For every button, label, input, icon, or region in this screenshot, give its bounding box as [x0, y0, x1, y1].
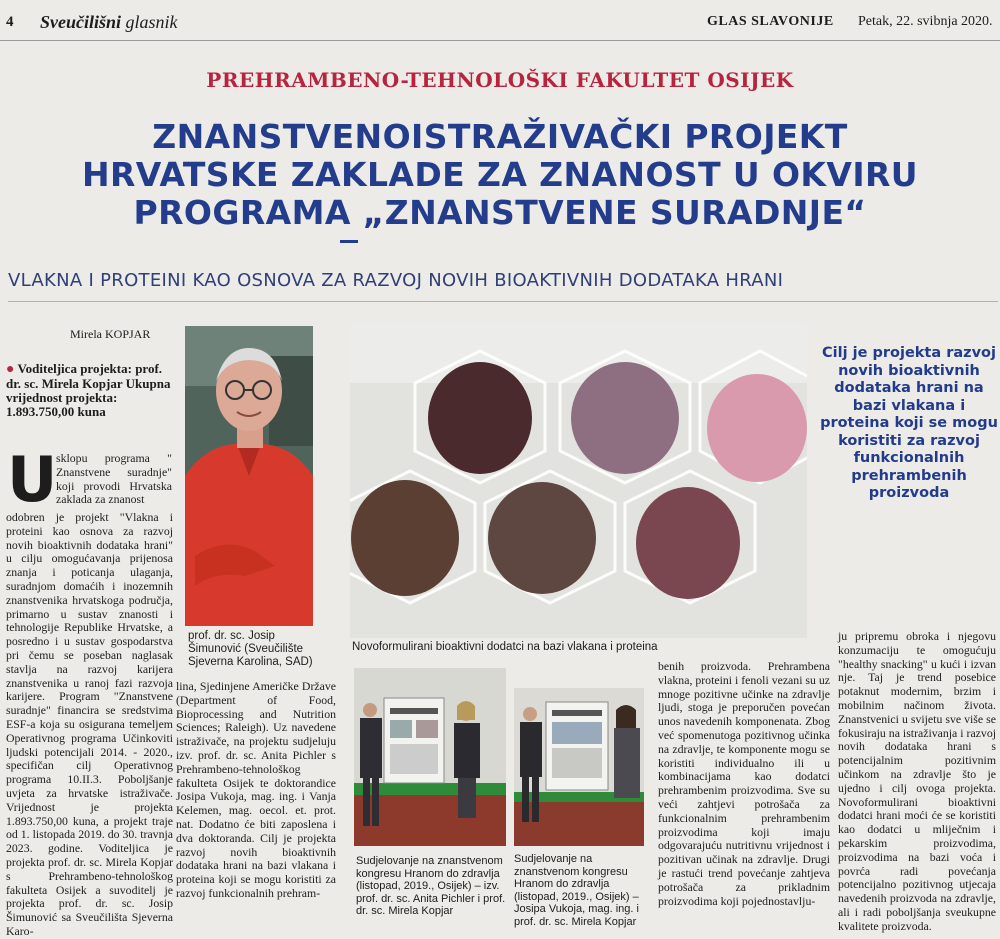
congress-photo-2-illustration [514, 688, 644, 846]
portrait-caption: prof. dr. sc. Josip Šimunović (Sveučilište Sjeverna Karolina, SAD) [188, 630, 313, 668]
powder-sample [707, 374, 807, 482]
powder-sample [351, 480, 459, 596]
newspaper-name: GLAS SLAVONIJE [707, 14, 834, 29]
project-info-box [6, 362, 171, 419]
powder-sample [488, 482, 596, 594]
drop-cap: U [7, 443, 58, 516]
body-column-4: ju pripremu obroka i njegovu konzumaciju te omogućuju "healthy snacking" u kući i izvan nje. Taj je trend posebice potaknut modernim, brzim i mobilnim načinom života. Znanstvenici u svijetu sve više se fokusiraju na istraživanja i razvoj novih dodataka hrani s potencijalnim pozitivnim učinkom na zdravlje što je ujedno i cilj ovoga projekta. Novoformulirani bioaktivni dodatci hrani moći će se koristiti kao dodatci u mliječnim i pekarskim proizvodima, proizvodima na bazi voća i povrća radi povećanja potencijalno pozitivnog utjecaja navedenih proizvoda na zdravlje, ali i radi poboljšanja sveukupne kvalitete proizvoda. [838, 629, 996, 933]
powder-sample [428, 362, 532, 474]
page-number: 4 [6, 14, 14, 30]
portrait-photo [185, 326, 313, 626]
headline-divider [340, 240, 358, 243]
publication-name-light: glasnik [125, 12, 178, 32]
congress-caption-1: Sudjelovanje na znanstvenom kongresu Hranom do zdravlja (listopad, 2019., Osijek) – izv. prof. dr. sc. Anita Pichler i prof. dr. sc. Mirela Kopjar [356, 855, 506, 917]
issue-date: Petak, 22. svibnja 2020. [858, 14, 993, 29]
subheadline: VLAKNA I PROTEINI KAO OSNOVA ZA RAZVOJ NOVIH BIOAKTIVNIH DODATAKA HRANI [8, 270, 998, 302]
congress-photo-1 [354, 668, 506, 846]
congress-photo-2 [514, 688, 644, 846]
headline-line: ZNANSTVENOISTRAŽIVAČKI PROJEKT [152, 117, 848, 156]
body-column-1: odobren je projekt "Vlakna i proteini kao osnova za razvoj novih bioaktivnih dodataka hrani" u cilju omogućavanja prijenosa znanja i poticanja ulaganja, suradnjom domaćih i inozemnih znanstvenika hrvatskoga područja, primarno u sustav znanosti i tehnologije Republike Hrvatske, a posredno i u sustav gospodarstva pri čemu se poseban naglasak stavlja na razvoj karijera znanstvenika u ranoj fazi razvoja karijere. Program "Znanstvene suradnje" financira se sredstvima ESF-a koja su osigurana temeljem Operativnog programa Učinkoviti ljudski potencijali 2014. - 2020., specifičan cilj Operativnog programa 10.II.3. Poboljšanje uvjeta za hrvatske istraživače. Vrijednost je projekta 1.893.750,00 kuna, a projekt traje od 1. listopada 2019. do 30. travnja 2023. godine. Voditeljica je projekta prof. dr. sc. Mirela Kopjar s Prehrambeno-tehnološkog fakulteta Osijek a suvoditelj je projekta prof. dr. sc. Josip Šimunović sa Sveučilišta Sjeverna Karo- [6, 510, 173, 938]
headline-line: PROGRAMA „ZNANSTVENE SURADNJE“ [133, 193, 867, 232]
publication-name-bold: Sveučilišni [40, 12, 122, 32]
body-column-3: benih proizvoda. Prehrambena vlakna, proteini i fenoli vezani su uz mnoge pozitivne učinke na zdravlje ljudi, stoga je preporučen povećan unos navedenih komponenata. Zbog već spomenutoga pozitivnog učinka na zdravlje, te komponente mogu se koristiti individualno ili u kombinacijama kao dodatci prehrambenim proizvodima. Sve su veći zahtjevi potrošača za funkcionalnim prehrambenim proizvodima koji imaju odgovarajuću nutritivnu vrijednost i pozitivan učinak na zdravlje. Drugi je rastući trend povećanje zahtjeva potrošača za prikladnim proizvodima koji pojednostavlju- [658, 659, 830, 908]
publication-name [40, 12, 178, 33]
congress-photo-1-illustration [354, 668, 506, 846]
powder-sample [636, 487, 740, 599]
kicker: PREHRAMBENO-TEHNOLOŠKI FAKULTET OSIJEK [206, 68, 794, 92]
headline-line: HRVATSKE ZAKLADE ZA ZNANOST U OKVIRU [81, 155, 919, 194]
samples-illustration [350, 323, 807, 638]
pull-quote: Cilj je projekta razvoj novih bioaktivnih dodataka hrani na bazi vlakana i proteina koji se mogu koristiti za razvoj funkcionalnih prehrambenih proizvoda [820, 345, 998, 501]
congress-caption-2: Sudjelovanje na znanstvenom kongresu Hranom do zdravlja (listopad, 2019., Osijek) – Josipa Vukoja, mag. ing. i prof. dr. sc. Mirela Kopjar [514, 853, 639, 928]
project-info-text: Voditeljica projekta: prof. dr. sc. Mirela Kopjar Ukupna vrijednost projekta: 1.893.750,00 kuna [6, 361, 171, 419]
body-column-2: lina, Sjedinjene Američke Države (Department of Food, Bioprocessing and Nutrition Sciences; Raleigh). Uz navedene istraživače, na projektu sudjeluju izv. prof. dr. sc. Anita Pichler s Prehrambeno-tehnološkog fakulteta Osijek te doktorandice Josipa Vukoja, mag. ing. i Vanja Kelemen, mag. oecol. et. prot. nat. Dodatno će biti zaposlena i dva doktoranda. Cilj je projekta razvoj novih bioaktivnih dodataka hrani na bazi vlakana i proteina koji se mogu koristiti za razvoj funkcionalnih prehram- [176, 679, 336, 900]
author-byline: Mirela KOPJAR [70, 327, 151, 341]
samples-caption: Novoformulirani bioaktivni dodatci na bazi vlakana i proteina [352, 641, 658, 653]
samples-photo [350, 323, 807, 638]
powder-sample [571, 362, 679, 474]
headline [0, 118, 1000, 232]
bullet-icon: ● [6, 362, 15, 377]
body-column-1-intro: sklopu programa " Znanstvene suradnje" koji provodi Hrvatska zaklada za znanost [56, 451, 172, 507]
portrait-illustration [185, 326, 313, 626]
